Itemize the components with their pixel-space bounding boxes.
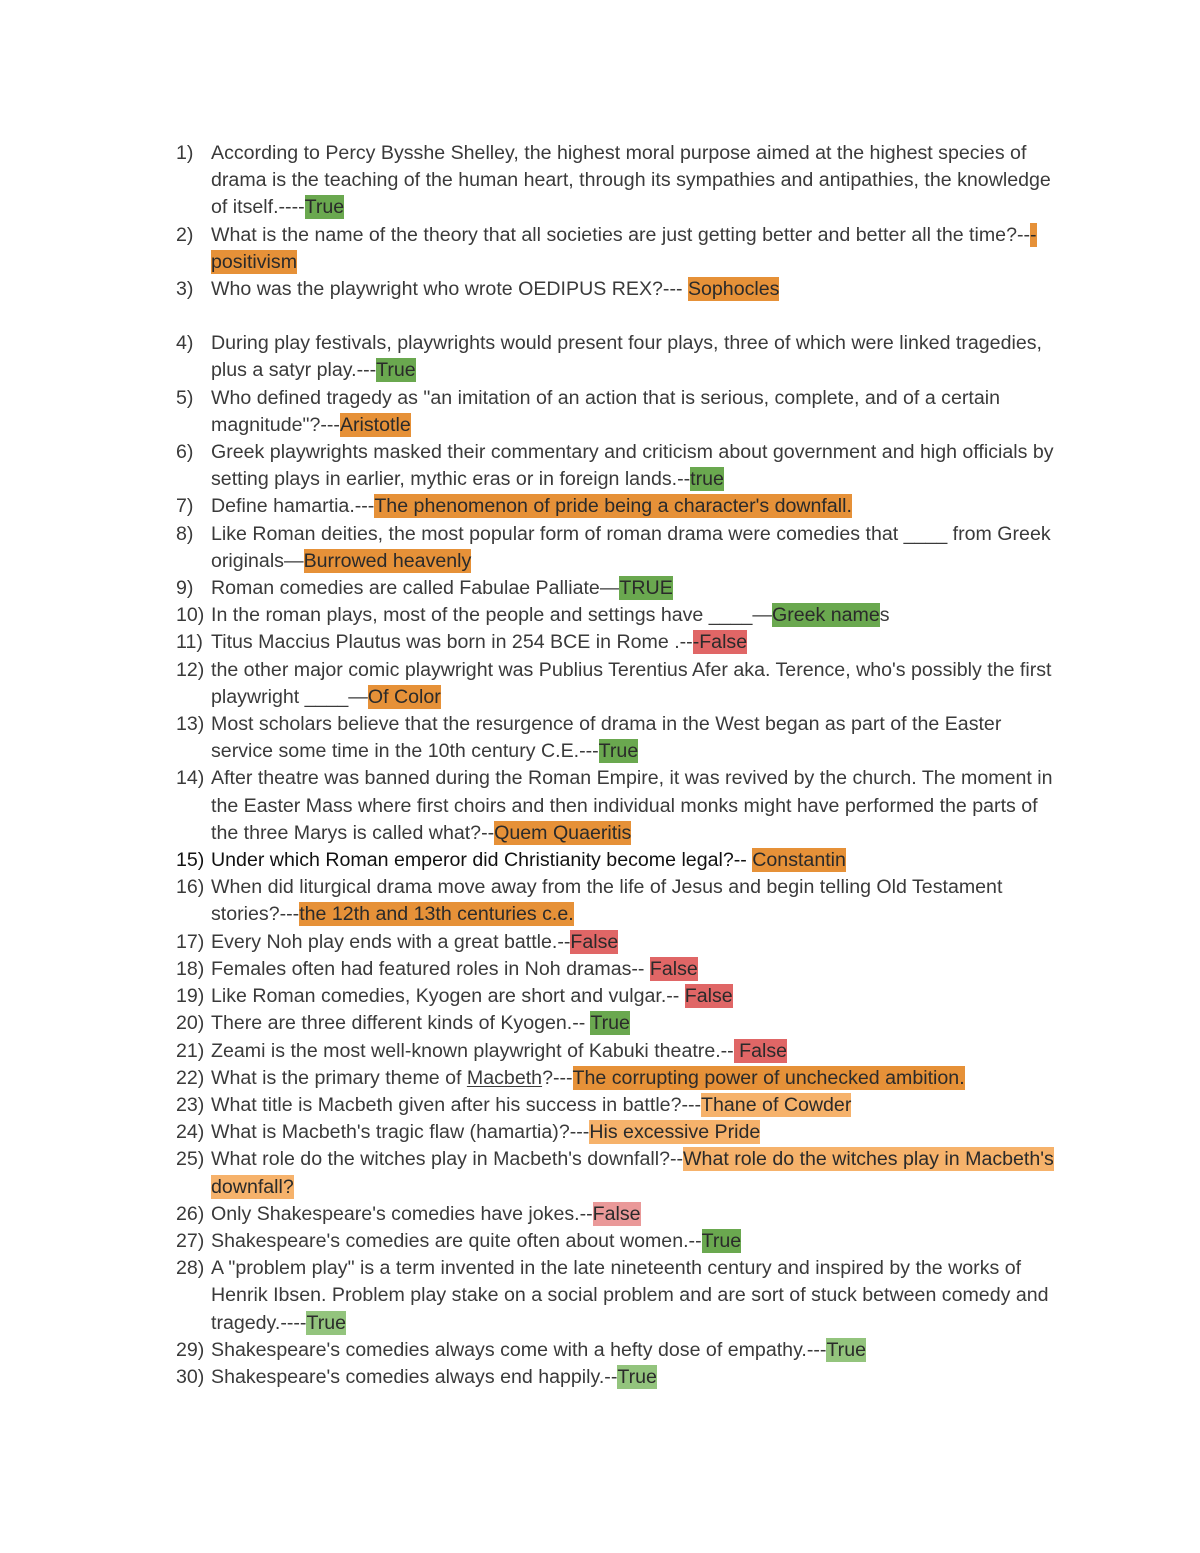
- list-item: [176, 1228, 1066, 1255]
- item-number: 6): [176, 441, 194, 464]
- question-text: According to Percy Bysshe Shelley, the highest moral purpose aimed at the highest species of drama is the teaching of the human heart, through its sympathies and antipathies, the knowledge of itself.----: [211, 142, 1051, 219]
- question-text: Greek playwrights masked their commentary and criticism about government and high officials by setting plays in earlier, mythic eras or in foreign lands.--: [211, 441, 1054, 491]
- list-item: [176, 983, 1066, 1010]
- list-item: [176, 1255, 1066, 1337]
- underlined-title: Macbeth: [466, 1066, 543, 1089]
- question-text: Only Shakespeare's comedies have jokes.--: [211, 1202, 593, 1225]
- question-text: Define hamartia.---: [211, 495, 375, 518]
- item-number: 5): [176, 386, 194, 409]
- item-number: 27): [176, 1229, 205, 1252]
- highlighted-answer: True: [304, 196, 345, 219]
- highlighted-answer: Aristotle: [339, 413, 411, 436]
- question-text: Roman comedies are called Fabulae Palliate—: [211, 577, 620, 600]
- list-item: [176, 1010, 1066, 1037]
- highlighted-answer: the 12th and 13th centuries c.e.: [299, 903, 574, 926]
- item-number: 25): [176, 1148, 205, 1171]
- item-number: 26): [176, 1202, 205, 1225]
- item-number: 7): [176, 495, 194, 518]
- item-number: 16): [176, 876, 205, 899]
- item-number: 14): [176, 767, 205, 790]
- item-number: 15): [176, 849, 205, 872]
- list-item: [176, 439, 1066, 493]
- list-item: [176, 385, 1066, 439]
- question-text: Titus Maccius Plautus was born in 254 BCE in Rome .--: [211, 631, 693, 654]
- highlighted-answer: The corrupting power of unchecked ambition.: [572, 1066, 965, 1089]
- list-item: [176, 765, 1066, 847]
- list-item: [176, 1065, 1066, 1092]
- item-number: 4): [176, 332, 194, 355]
- highlighted-answer: Burrowed heavenly: [303, 549, 472, 572]
- list-item: [176, 276, 1066, 303]
- highlighted-answer: What role do the witches play in Macbeth's downfall?: [211, 1148, 1054, 1198]
- answer-suffix: s: [879, 604, 890, 627]
- list-item: [176, 1119, 1066, 1146]
- question-text: After theatre was banned during the Roman Empire, it was revived by the church. The moment in the Easter Mass where first choirs and then individual monks might have performed the parts of the three Marys is called what?--: [211, 767, 1053, 844]
- item-number: 28): [176, 1257, 205, 1280]
- highlighted-answer: Greek name: [771, 604, 880, 627]
- list-item: [176, 657, 1066, 711]
- question-text: In the roman plays, most of the people and settings have ____—: [211, 604, 772, 627]
- highlighted-answer: The phenomenon of pride being a character's downfall.: [374, 495, 852, 518]
- highlighted-answer: True: [306, 1311, 347, 1334]
- item-number: 10): [176, 604, 205, 627]
- highlighted-answer: False: [592, 1202, 641, 1225]
- highlighted-answer: False: [649, 957, 698, 980]
- question-text: During play festivals, playwrights would present four plays, three of which were linked tragedies, plus a satyr play.---: [211, 332, 1042, 382]
- highlighted-answer: True: [617, 1365, 657, 1388]
- list-item: [176, 956, 1066, 983]
- list-item: [176, 629, 1066, 656]
- highlighted-answer: True: [376, 359, 416, 382]
- item-number: 21): [176, 1039, 205, 1062]
- question-text: Who defined tragedy as "an imitation of an action that is serious, complete, and of a certain magnitude"?---: [211, 386, 1000, 436]
- item-number: 8): [176, 522, 194, 545]
- question-text: Shakespeare's comedies always come with a hefty dose of empathy.---: [211, 1338, 827, 1361]
- highlighted-answer: Constantin: [752, 849, 846, 872]
- question-list: [176, 140, 1066, 1391]
- question-text: What is the primary theme of: [211, 1066, 467, 1089]
- list-item: [176, 1146, 1066, 1200]
- highlighted-answer: His excessive Pride: [589, 1121, 761, 1144]
- question-text: Like Roman deities, the most popular form of roman drama were comedies that ____ from Greek originals—: [211, 522, 1051, 572]
- list-item: [176, 602, 1066, 629]
- list-item: [176, 1364, 1066, 1391]
- item-number: 24): [176, 1121, 205, 1144]
- item-number: 18): [176, 957, 205, 980]
- question-text: What is the name of the theory that all societies are just getting better and better all the time?--: [211, 223, 1031, 246]
- list-item: [176, 140, 1066, 222]
- highlighted-answer: True: [701, 1229, 742, 1252]
- highlighted-answer: False: [733, 1039, 788, 1062]
- highlighted-answer: Quem Quaeritis: [494, 821, 632, 844]
- question-text: What title is Macbeth given after his success in battle?---: [211, 1093, 702, 1116]
- highlighted-answer: False: [684, 985, 733, 1008]
- question-text: Shakespeare's comedies always end happily.--: [211, 1365, 618, 1388]
- item-number: 1): [176, 142, 194, 164]
- question-text: There are three different kinds of Kyogen.--: [211, 1012, 591, 1035]
- question-text: Zeami is the most well-known playwright of Kabuki theatre.--: [211, 1039, 734, 1062]
- question-text: Females often had featured roles in Noh dramas--: [211, 957, 650, 980]
- highlighted-answer: TRUE: [619, 577, 673, 600]
- question-text: Like Roman comedies, Kyogen are short and vulgar.--: [211, 985, 685, 1008]
- item-number: 9): [176, 577, 194, 600]
- item-number: 2): [176, 223, 194, 246]
- list-item: [176, 929, 1066, 956]
- item-number: 23): [176, 1093, 205, 1116]
- question-text: Under which Roman emperor did Christianity become legal?--: [211, 849, 753, 872]
- list-item: [176, 1337, 1066, 1364]
- item-number: 30): [176, 1365, 205, 1388]
- question-text: A "problem play" is a term invented in the late nineteenth century and inspired by the works of Henrik Ibsen. Problem play stake on a social problem and are sort of stuck between comedy and tragedy.----: [211, 1257, 1049, 1334]
- list-item: [176, 1038, 1066, 1065]
- item-number: 3): [176, 278, 194, 301]
- item-number: 12): [176, 658, 205, 681]
- list-item: [176, 222, 1066, 276]
- question-text: the other major comic playwright was Publius Terentius Afer aka. Terence, who's possibly the first playwright ____—: [211, 658, 1052, 708]
- highlighted-answer: False: [570, 930, 619, 953]
- item-number: 20): [176, 1012, 205, 1035]
- list-item: [176, 493, 1066, 520]
- question-text: When did liturgical drama move away from the life of Jesus and begin telling Old Testament stories?---: [211, 876, 1003, 926]
- item-number: 11): [176, 631, 203, 654]
- list-item: [176, 1201, 1066, 1228]
- question-text: Shakespeare's comedies are quite often about women.--: [211, 1229, 702, 1252]
- item-number: 29): [176, 1338, 205, 1361]
- item-number: 19): [176, 985, 205, 1008]
- item-number: 22): [176, 1066, 205, 1089]
- list-item: [176, 575, 1066, 602]
- list-item: [176, 711, 1066, 765]
- list-item: [176, 521, 1066, 575]
- highlighted-answer: -positivism: [211, 223, 1037, 273]
- list-item: [176, 847, 1066, 874]
- question-text: Who was the playwright who wrote OEDIPUS REX?---: [211, 278, 688, 301]
- question-text: Most scholars believe that the resurgence of drama in the West began as part of the Easter service some time in the 10th century C.E.---: [211, 713, 1002, 763]
- highlighted-answer: Sophocles: [687, 278, 780, 301]
- highlighted-answer: True: [590, 1012, 630, 1035]
- highlighted-answer: true: [690, 468, 724, 491]
- question-text: What is Macbeth's tragic flaw (hamartia)?---: [211, 1121, 590, 1144]
- highlighted-answer: -False: [692, 631, 748, 654]
- question-text: What role do the witches play in Macbeth's downfall?--: [211, 1148, 684, 1171]
- highlighted-answer: True: [826, 1338, 866, 1361]
- highlighted-answer: Thane of Cowder: [701, 1093, 852, 1116]
- question-text: Every Noh play ends with a great battle.--: [211, 930, 571, 953]
- item-number: 13): [176, 713, 205, 736]
- highlighted-answer: Of Color: [367, 685, 441, 708]
- list-item: [176, 1092, 1066, 1119]
- list-item: [176, 874, 1066, 928]
- list-item: [176, 330, 1066, 384]
- question-text: ?---: [542, 1066, 573, 1089]
- item-number: 17): [176, 930, 205, 953]
- highlighted-answer: True: [598, 740, 639, 763]
